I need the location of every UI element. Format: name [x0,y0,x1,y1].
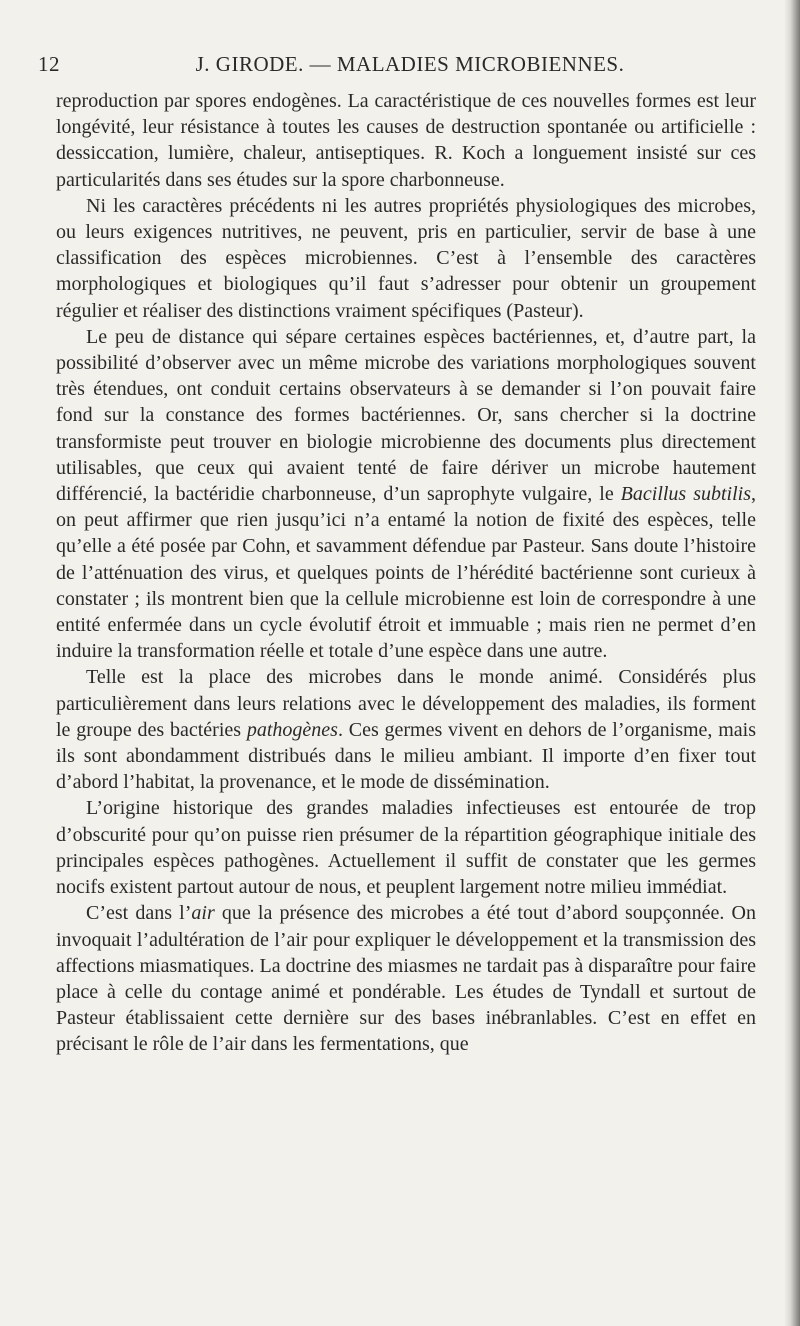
paragraph-3 [56,324,756,665]
paragraph-1 [56,88,756,193]
text-run: Ni les caractères précédents ni les autres propriétés physiologiques des microbes, ou leurs exigences nutritives, ne peuvent, pris en particulier, servir de base à une classification des espèces microbiennes. C’est à l’ensemble des caractères morphologiques et biologiques qu’il faut s’adresser pour obtenir un groupement régulier et réaliser des distinctions vraiment spécifiques (Pasteur). [56,194,756,322]
page-edge-shadow [784,0,800,1326]
text-run: Le peu de distance qui sépare certaines espèces bactériennes, et, d’autre part, la possibilité d’observer avec un même microbe des variations morphologiques souvent très étendues, ont conduit certains observateurs à se demander si l’on pouvait faire fond sur la constance des formes bactériennes. Or, sans chercher si la doctrine transformiste peut trouver en biologie microbienne des documents plus directement utilisables, que ceux qui avaient tenté de faire dériver un microbe hautement différencié, la bactéridie charbonneuse, d’un saprophyte vulgaire, le [56,325,756,506]
italic-text: pathogènes [246,718,338,741]
paragraph-6 [56,900,756,1057]
text-run: . Ces germes vivent en dehors de l’organisme, mais ils sont abondamment distribués dans le milieu ambiant. Il importe d’en fixer tout d’abord l’habitat, la provenance, et le mode de dissémination. [56,718,756,794]
body-text [56,88,756,1058]
page-number: 12 [38,52,60,76]
running-title: J. GIRODE. — MALADIES MICROBIENNES. [195,52,625,76]
text-run: L’origine historique des grandes maladies infectieuses est entourée de trop d’obscurité pour qu’on puisse rien présumer de la répartition géographique initiale des principales espèces pathogènes. Actuellement il suffit de constater que les germes nocifs existent partout autour de nous, et peuplent largement notre milieu immédiat. [56,797,756,899]
text-run: que la présence des microbes a été tout d’abord soupçonnée. On invoquait l’adultération de l’air pour expliquer le développement et la transmission des affections miasmatiques. La doctrine des miasmes ne tardait pas à disparaître pour faire place à celle du contage animé et pondérable. Les études de Tyndall et surtout de Pasteur établissaient cette dernière sur des bases inébranlables. C’est en effet en précisant le rôle de l’air dans les fermentations, que [56,902,757,1056]
paragraph-2 [56,193,756,324]
paragraph-5 [56,795,756,900]
text-run: , on peut affirmer que rien jusqu’ici n’a entamé la notion de fixité des espèces, telle qu’elle a été posée par Cohn, et savamment défendue par Pasteur. Sans doute l’histoire de l’atténuation des virus, et quelques points de l’hérédité bactérienne sont curieux à constater ; ils montrent bien que la cellule microbienne est loin de correspondre à une entité enfermée dans un cycle évolutif étroit et immuable ; mais rien ne permet d’en induire la transformation réelle et totale d’une espèce dans une autre. [56,483,756,663]
italic-text: air [191,902,215,925]
page-header [30,52,770,86]
text-run: reproduction par spores endogènes. La caractéristique de ces nouvelles formes est leur longévité, leur résistance à toutes les causes de destruction spontanée ou artificielle : dessiccation, lumière, chaleur, antiseptiques. R. Koch a longuement insisté sur ces particularités dans ses études sur la spore charbonneuse. [56,90,756,191]
text-run: C’est dans l’ [86,902,192,925]
text-run: Telle est la place des microbes dans le monde animé. Considérés plus particulièrement dans leurs relations avec le développement des maladies, ils forment le groupe des bactéries [56,666,756,741]
italic-text: Bacillus subtilis [620,483,751,506]
paragraph-4 [56,664,756,795]
